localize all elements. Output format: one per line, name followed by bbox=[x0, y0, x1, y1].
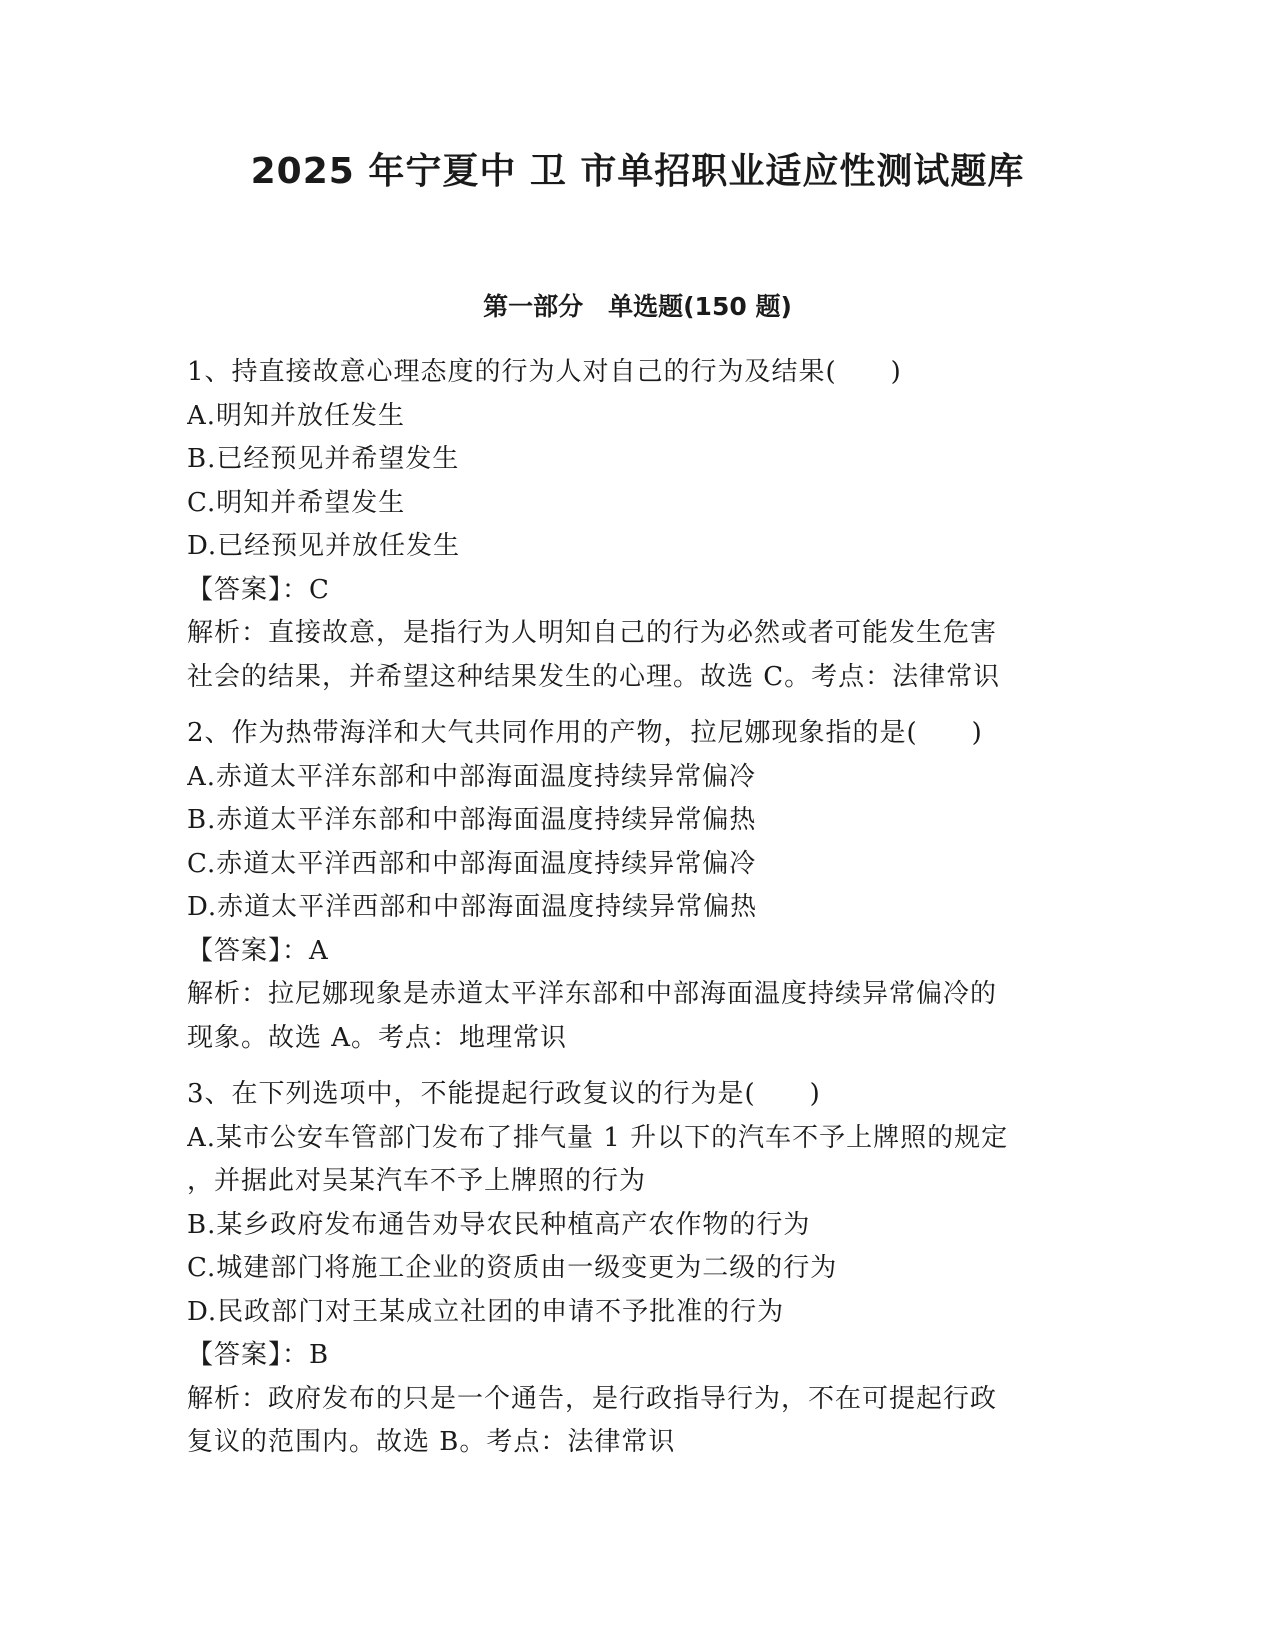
question-1 bbox=[187, 351, 1067, 699]
answer: 【答案】：A bbox=[187, 935, 329, 966]
analysis-line: 解析：直接故意，是指行为人明知自己的行为必然或者可能发生危害 bbox=[187, 618, 998, 648]
analysis-line: 现象。故选 A。考点：地理常识 bbox=[187, 1022, 568, 1053]
option-a: A.明知并放任发生 bbox=[187, 400, 406, 431]
option-c: C.明知并希望发生 bbox=[187, 487, 406, 518]
option-d: D.赤道太平洋西部和中部海面温度持续异常偏热 bbox=[187, 892, 758, 922]
analysis-line: 解析：政府发布的只是一个通告，是行政指导行为，不在可提起行政 bbox=[187, 1383, 998, 1414]
analysis-line: 解析：拉尼娜现象是赤道太平洋东部和中部海面温度持续异常偏冷的 bbox=[187, 979, 998, 1009]
option-c: C.赤道太平洋西部和中部海面温度持续异常偏冷 bbox=[187, 848, 757, 879]
question-3 bbox=[187, 1073, 1067, 1465]
option-c: C.城建部门将施工企业的资质由一级变更为二级的行为 bbox=[187, 1253, 838, 1283]
option-d: D.已经预见并放任发生 bbox=[187, 531, 461, 561]
question-stem: 1、持直接故意心理态度的行为人对自己的行为及结果( ) bbox=[187, 357, 902, 387]
document-title: 2025 年宁夏中 卫 市单招职业适应性测试题库 bbox=[250, 151, 1025, 192]
answer: 【答案】：C bbox=[187, 574, 330, 605]
option-b: B.已经预见并希望发生 bbox=[187, 444, 460, 474]
question-list bbox=[187, 351, 1067, 1465]
answer: 【答案】：B bbox=[187, 1340, 330, 1370]
option-a-continuation: ，并据此对吴某汽车不予上牌照的行为 bbox=[187, 1166, 647, 1196]
question-stem: 3、在下列选项中，不能提起行政复议的行为是( ) bbox=[187, 1079, 821, 1109]
question-2 bbox=[187, 712, 1067, 1060]
option-b: B.某乡政府发布通告劝导农民种植高产农作物的行为 bbox=[187, 1209, 811, 1240]
section-title: 第一部分 单选题(150 题) bbox=[483, 292, 792, 321]
question-stem: 2、作为热带海洋和大气共同作用的产物，拉尼娜现象指的是( ) bbox=[187, 718, 983, 748]
analysis-line: 社会的结果，并希望这种结果发生的心理。故选 C。考点：法律常识 bbox=[187, 661, 1001, 692]
option-a: A.某市公安车管部门发布了排气量 1 升以下的汽车不予上牌照的规定 bbox=[187, 1122, 1009, 1153]
option-d: D.民政部门对王某成立社团的申请不予批准的行为 bbox=[187, 1296, 785, 1327]
analysis-line: 复议的范围内。故选 B。考点：法律常识 bbox=[187, 1427, 676, 1457]
option-a: A.赤道太平洋东部和中部海面温度持续异常偏冷 bbox=[187, 761, 757, 792]
option-b: B.赤道太平洋东部和中部海面温度持续异常偏热 bbox=[187, 805, 757, 835]
